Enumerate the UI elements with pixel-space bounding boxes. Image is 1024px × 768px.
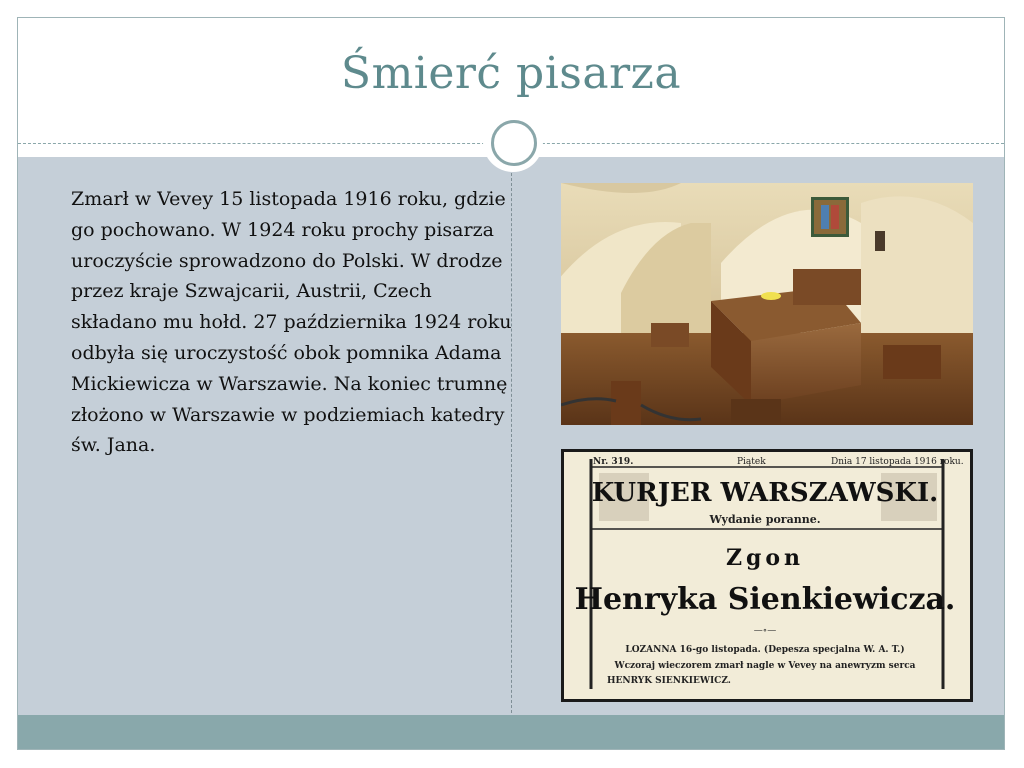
body-text: Zmarł w Vevey 15 listopada 1916 roku, gdzie go pochowano. W 1924 roku prochy pisarza uroczyście sprowadzono do Polski. W drodze przez kraje Szwajcarii, Austrii, Czech składano mu hołd. 27 października 1924 roku odbyła się uroczystość obok pomnika Adama Mickiewicza w Warszawie. Na koniec trumnę złożono w Warszawie w podziemiach katedry św. Jana. (71, 188, 512, 457)
crypt-illustration (561, 183, 973, 425)
newspaper-number: Nr. 319. (593, 457, 634, 467)
crypt-photo (561, 183, 973, 425)
footer-band (18, 715, 1004, 749)
circle-ornament (483, 112, 543, 172)
newspaper-headline-2: Henryka Sienkiewicza. (574, 582, 956, 617)
slide-title: Śmierć pisarza (340, 48, 682, 99)
svg-text:—∘—: —∘— (753, 626, 777, 636)
newspaper-line-2: HENRYK SIENKIEWICZ. (607, 676, 731, 686)
newspaper-photo (561, 449, 973, 702)
slide (17, 17, 1005, 750)
newspaper-clipping (561, 449, 973, 702)
ring-icon (491, 120, 537, 166)
newspaper-headline-1: Zgon (725, 545, 805, 571)
newspaper-line-1: Wczoraj wieczorem zmarł nagle w Vevey na anewryzm serca (614, 661, 916, 671)
newspaper-edition: Wydanie poranne. (709, 513, 821, 526)
newspaper-masthead: KURJER WARSZAWSKI. (591, 478, 939, 508)
newspaper-day: Piątek (737, 457, 766, 467)
newspaper-date: Dnia 17 listopada 1916 roku. (831, 457, 964, 467)
newspaper-dateline: LOZANNA 16-go listopada. (Depesza specjalna W. A. T.) (625, 645, 905, 655)
